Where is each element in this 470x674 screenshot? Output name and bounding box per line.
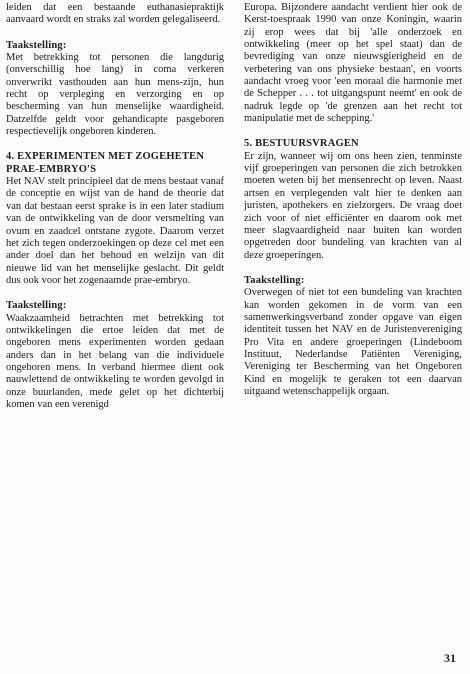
section-5-heading: 5. BESTUURSVRAGEN (244, 138, 359, 150)
spacer (244, 125, 462, 138)
section-4-paragraph: Het NAV stelt principieel dat de mens bestaat vanaf de conceptie en wijst van de hand de theorie dat van dat bestaan eerst sprake is in een later stadium van de ontwikkeling van de door versmelting van ovum en zaadcel ontstane zygote. Daarom verzet het zich tegen onderzoekingen op deze cel met een ander doel dan het behoud en welzijn van dit nieuwe lid van het menselijke geslacht. Dit geldt dus ook voor het zogenaamde prae-embryo. (6, 176, 224, 286)
left-column (6, 2, 224, 411)
right-column (244, 2, 462, 398)
spacer (6, 138, 224, 151)
taakstelling-paragraph-1: Met betrekking tot personen die langdurig (onverschillig hoe lang) in coma verkeren onverwrikt vasthouden aan hun mens-zijn, hun recht op verpleging en verzorging en op bescherming van hun menselijke waardigheid. Datzelfde geldt voor gehandicapte pasgeboren respectievelijk ongeboren kinderen. (6, 52, 224, 138)
taakstelling-paragraph-2: Waakzaamheid betrachten met betrekking tot ontwikkelingen die ertoe leiden dat met de ongeboren mens experimenten worden gedaan anders dan in het belang van die individuele ongeboren mens. In verband hiermee dient ook nauwlettend de ontwikkeling te worden gevolgd in onze buurlanden, mede gelet op het dichterbij komen van een verenigd (6, 312, 224, 410)
section-5-paragraph: Er zijn, wanneer wij om ons heen zien, tenminste vijf groeperingen van personen die zich betrokken moeten weten bij het mensenrecht op leven. Naast artsen en verplegenden valt hier te denken aan juristen, apothekers en zielzorgers. De vraag doet zich voor of niet efficiënter en daarom ook met meer slagvaardigheid naar buiten kan worden opgetreden door bundeling van krachten van al deze groeperingen. (244, 150, 462, 261)
taakstelling-heading-2: Taakstelling: (6, 300, 67, 312)
spacer (244, 262, 462, 275)
taakstelling-paragraph-3: Overwegen of niet tot een bundeling van krachten kan worden gekomen in de vorm van een samenwerkingsverband zonder opgave van eigen identiteit tussen het NAV en de Juristenvereniging Pro Vita en andere groeperingen (Lindeboom Instituut, Nederlandse Patiënten Vereniging, Vereniging ter Bescherming van het Ongeboren Kind en mogelijk te geraken tot een daarvan uitgaand wetenschappelijk orgaan. (244, 287, 462, 397)
intro-paragraph: leiden dat een bestaande euthanasiepraktijk aanvaard wordt en straks zal worden gelegaliseerd. (6, 2, 224, 26)
taakstelling-heading-1: Taakstelling: (6, 39, 67, 51)
section-4-heading: 4. EXPERIMENTEN MET ZOGEHETEN PRAE-EMBRYO'S (6, 151, 205, 175)
taakstelling-heading-3: Taakstelling: (244, 274, 305, 286)
spacer (6, 287, 224, 300)
page-number: 31 (444, 651, 456, 665)
continuation-paragraph: Europa. Bijzondere aandacht verdient hier ook de Kerst-toespraak 1990 van onze Koningin, waarin zij erop wees dat bij 'alle onderzoek en ontwikkeling (meer op het spel staat) dan de bevrediging van onze nieuwsgierigheid en de verbetering van ons physieke bestaan', en voorts aandacht vroeg voor 'een moraal die harmonie met de Schepper . . . tot uitgangspunt neemt' en ook de nadruk legde op 'de grenzen aan het recht tot manipulatie met de schepping.' (244, 2, 462, 125)
spacer (6, 27, 224, 40)
